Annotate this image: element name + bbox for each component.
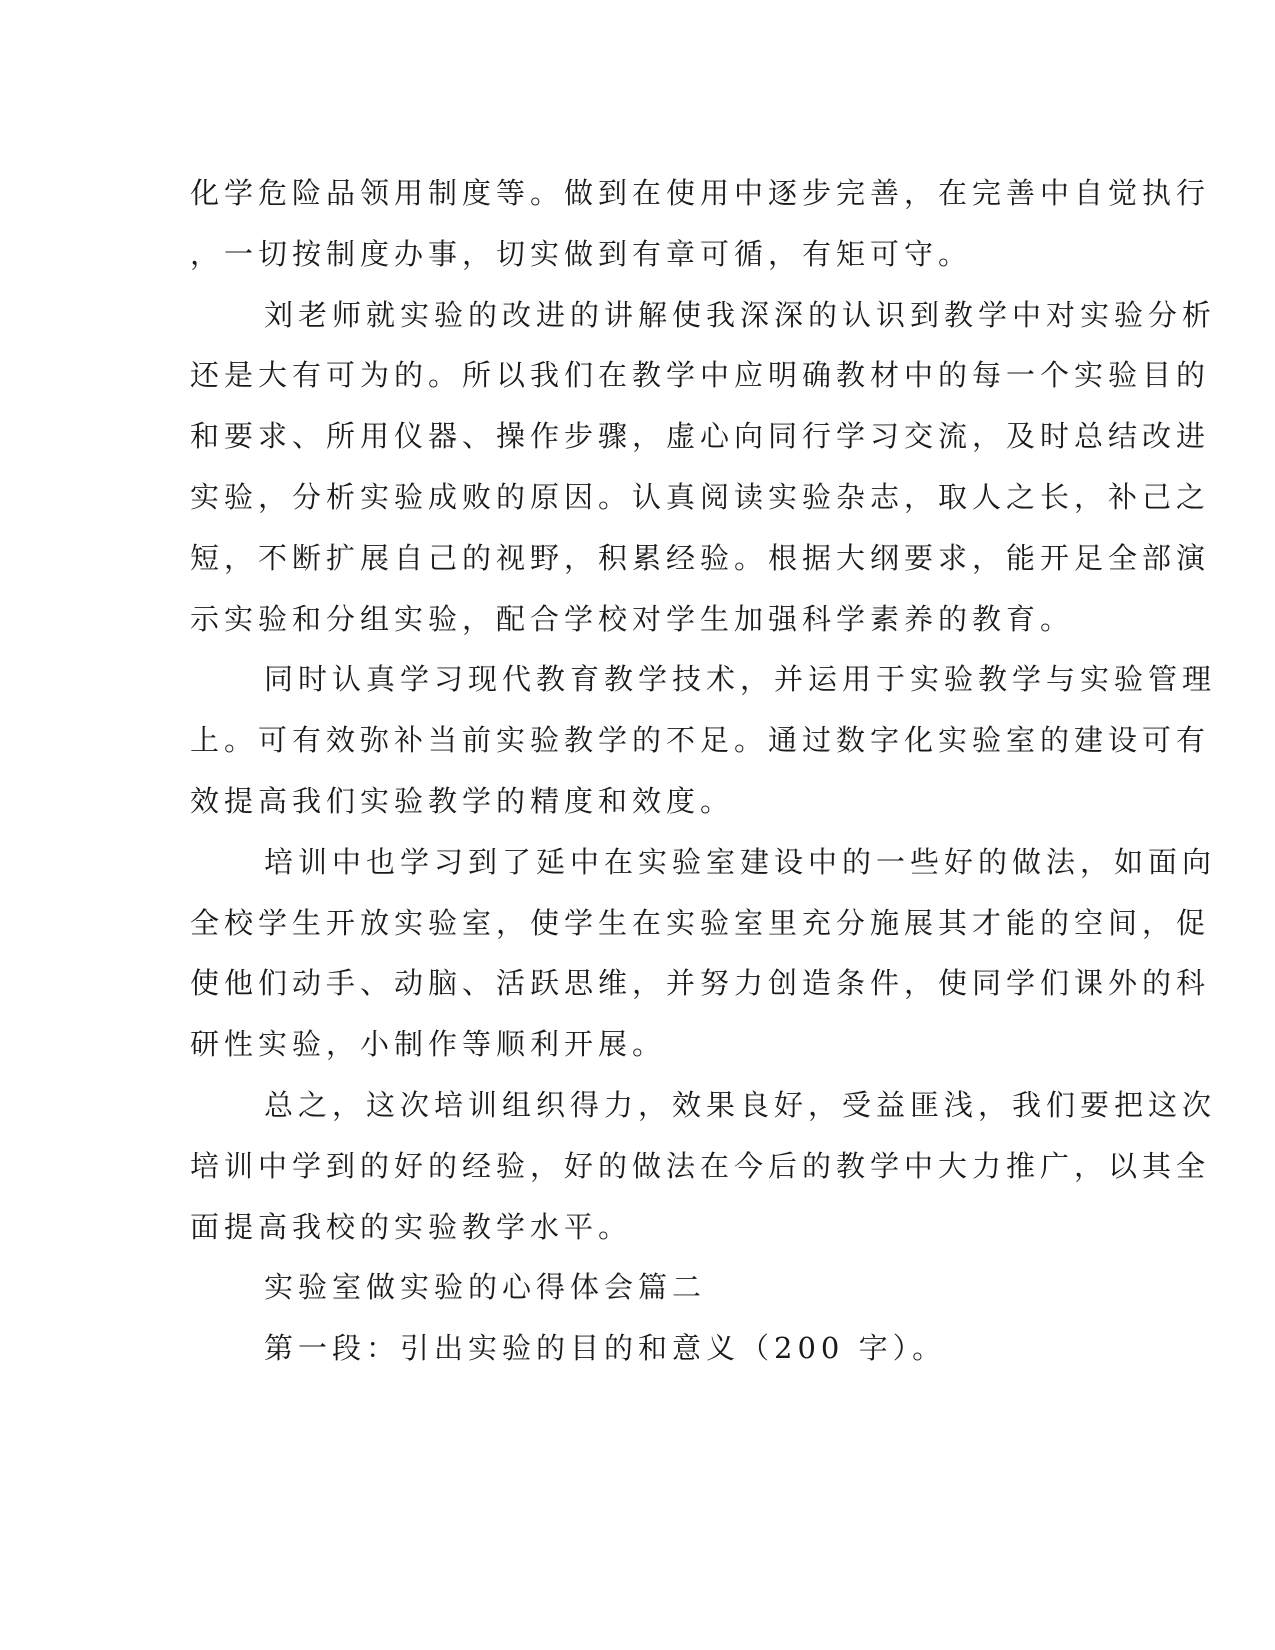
paragraph-first-line: 培训中也学习到了延中在实验室建设中的一些好的做法，如面向 xyxy=(264,844,1217,879)
text-line: 和要求、所用仪器、操作步骤，虚心向同行学习交流，及时总结改进 xyxy=(190,419,1211,454)
text-line: 培训中学到的好的经验，好的做法在今后的教学中大力推广，以其全 xyxy=(190,1148,1211,1183)
text-line: ，一切按制度办事，切实做到有章可循，有矩可守。 xyxy=(190,236,973,271)
text-line: 上。可有效弥补当前实验教学的不足。通过数字化实验室的建设可有 xyxy=(190,723,1211,758)
document-body xyxy=(190,163,1217,1379)
text-line: 效提高我们实验教学的精度和效度。 xyxy=(190,783,735,818)
text-line: 研性实验，小制作等顺利开展。 xyxy=(190,1027,667,1062)
text-line: 实验，分析实验成败的原因。认真阅读实验杂志，取人之长，补己之 xyxy=(190,479,1211,514)
text-line: 化学危险品领用制度等。做到在使用中逐步完善，在完善中自觉执行 xyxy=(190,176,1211,210)
paragraph-first-line: 同时认真学习现代教育教学技术，并运用于实验教学与实验管理 xyxy=(264,662,1217,697)
text-line: 使他们动手、动脑、活跃思维，并努力创造条件，使同学们课外的科 xyxy=(190,966,1211,1001)
text-line: 示实验和分组实验，配合学校对学生加强科学素养的教育。 xyxy=(190,601,1075,636)
text-line: 面提高我校的实验教学水平。 xyxy=(190,1209,633,1244)
text-line: 短，不断扩展自己的视野，积累经验。根据大纲要求，能开足全部演 xyxy=(190,540,1211,575)
section-heading: 实验室做实验的心得体会篇二 xyxy=(264,1270,707,1305)
section-subheading: 第一段：引出实验的目的和意义（200 字）。 xyxy=(264,1331,947,1366)
text-line: 还是大有可为的。所以我们在教学中应明确教材中的每一个实验目的 xyxy=(190,358,1211,393)
paragraph-first-line: 刘老师就实验的改进的讲解使我深深的认识到教学中对实验分析 xyxy=(264,297,1217,332)
paragraph-first-line: 总之，这次培训组织得力，效果良好，受益匪浅，我们要把这次 xyxy=(264,1087,1217,1122)
text-line: 全校学生开放实验室，使学生在实验室里充分施展其才能的空间，促 xyxy=(190,905,1211,940)
